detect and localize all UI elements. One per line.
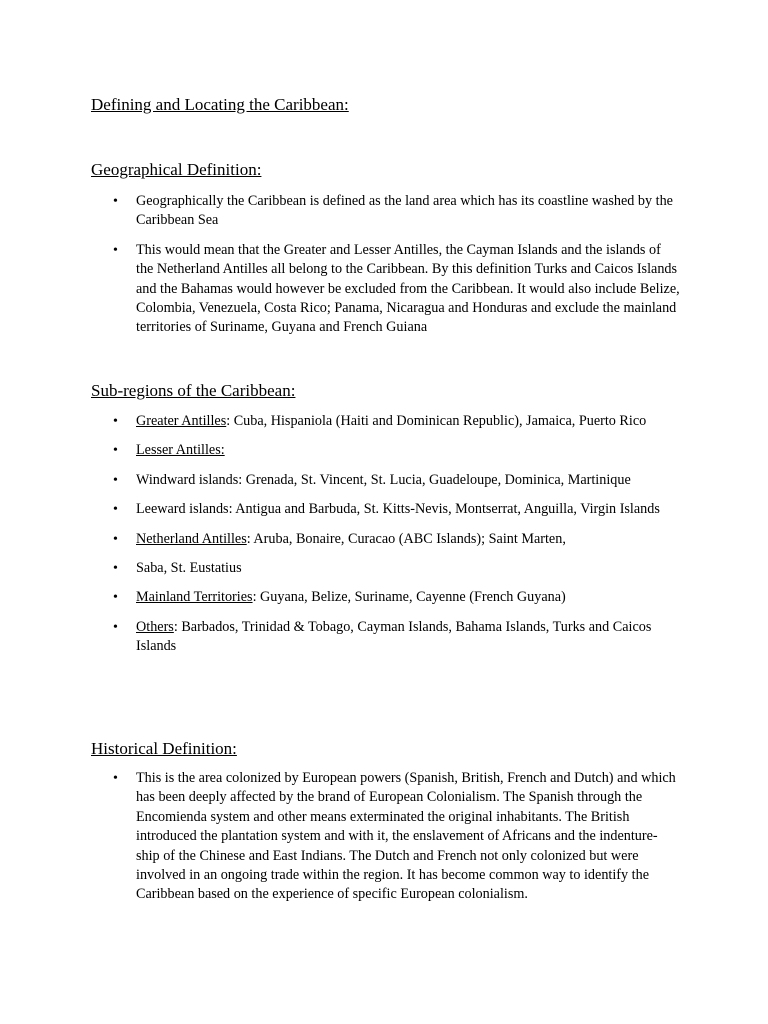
bullet-icon: • [113, 771, 118, 786]
bullet-icon: • [113, 590, 118, 606]
list-item-text: This would mean that the Greater and Lesser Antilles, the Cayman Islands and the islands of the Netherland Antilles all belong to the Caribbean. By this definition Turks and Caicos Islands and the Bahamas would however be excluded from the Caribbean. It would also include Belize, Colombia, Venezuela, Costa Rico; Panama, Nicaragua and Honduras and exclude the mainland territories of Suriname, Guyana and French Guiana [136, 241, 680, 336]
list-item-label: Lesser Antilles: [136, 442, 225, 459]
heading-subregions: Sub-regions of the Caribbean: [91, 381, 296, 400]
list-item [0, 441, 681, 460]
list-item [0, 500, 681, 519]
bullet-icon: • [113, 531, 118, 547]
list-item [0, 618, 681, 657]
list-item-label: Greater Antilles [136, 413, 227, 429]
list-item-text: : Guyana, Belize, Suriname, Cayenne (French Guyana) [252, 589, 566, 606]
bullet-icon: • [113, 502, 118, 518]
list-item [0, 412, 681, 431]
list-item [0, 192, 681, 231]
list-item-label: Mainland Territories [136, 589, 253, 606]
geographical-list [0, 192, 768, 348]
historical-list [0, 769, 768, 915]
list-item [0, 471, 681, 490]
list-item-text: Windward islands: Grenada, St. Vincent, St. Lucia, Guadeloupe, Dominica, Martinique [136, 471, 631, 488]
list-item-label: Netherland Antilles [136, 530, 247, 547]
list-item [0, 530, 681, 549]
list-item-text: Geographically the Caribbean is defined as the land area which has its coastline washed by the Caribbean Sea [136, 193, 673, 229]
bullet-icon: • [113, 194, 118, 209]
bullet-icon: • [113, 414, 118, 429]
list-item-label: Others [136, 618, 174, 635]
list-item-text: Saba, St. Eustatius [136, 560, 242, 577]
bullet-icon: • [113, 619, 118, 635]
bullet-icon: • [113, 242, 118, 258]
list-item-text: Leeward islands: Antigua and Barbuda, St. Kitts-Nevis, Montserrat, Anguilla, Virgin Islands [136, 501, 660, 518]
list-item [0, 769, 681, 905]
list-item [0, 241, 681, 338]
heading-historical-definition: Historical Definition: [91, 739, 237, 758]
bullet-icon: • [113, 561, 118, 577]
list-item-text: : Barbados, Trinidad & Tobago, Cayman Islands, Bahama Islands, Turks and Caicos Islands [136, 618, 652, 655]
document-title: Defining and Locating the Caribbean: [91, 95, 349, 114]
list-item [0, 559, 681, 578]
list-item-text: : Cuba, Hispaniola (Haiti and Dominican Republic), Jamaica, Puerto Rico [226, 413, 647, 429]
bullet-icon: • [113, 472, 118, 488]
subregions-list [0, 412, 768, 667]
list-item-text: This is the area colonized by European powers (Spanish, British, French and Dutch) and which has been deeply affected by the brand of European Colonialism. The Spanish through the Encomienda system and other means exterminated the original inhabitants. The British introduced the plantation system and with it, the enslavement of Africans and the indenture-ship of the Chinese and East Indians. The Dutch and French not only colonized but were involved in an ongoing trade within the region. It has become common way to identify the Caribbean based on the experience of specific European colonialism. [136, 770, 676, 903]
list-item-text: : Aruba, Bonaire, Curacao (ABC Islands); Saint Marten, [246, 530, 566, 547]
bullet-icon: • [113, 443, 118, 459]
list-item [0, 588, 681, 607]
heading-geographical-definition: Geographical Definition: [91, 160, 262, 179]
